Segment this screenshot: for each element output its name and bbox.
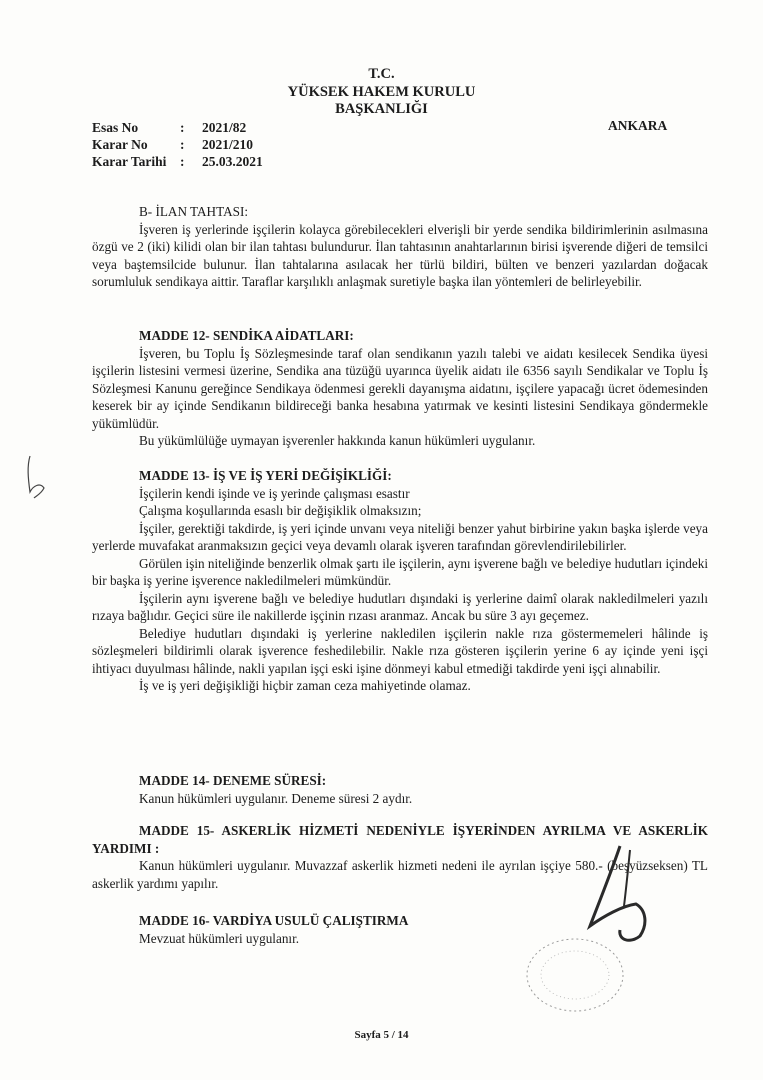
madde-paragraph: İş ve iş yeri değişikliği hiçbir zaman ceza mahiyetinde olamaz. xyxy=(139,678,471,693)
madde-title: MADDE 13- İŞ VE İŞ YERİ DEĞİŞİKLİĞİ: xyxy=(139,468,392,483)
madde-paragraph: Belediye hudutları dışındaki iş yerlerine nakledilen işçilerin nakle rıza göstermemeleri hâlinde iş sözleşmeleri bildirimli olarak işverence feshedilebilir. Nakle rıza gösteren işçilerin yerine 6 ay içinde yeni işçi ihtiyacı duyulması hâlinde, nakli yapılan işçi eski işine dönmeyi kabul etmediği takdirde yeni işçi alınabilir. xyxy=(92,625,708,676)
handwritten-margin-mark xyxy=(22,452,52,502)
section-body: İşveren iş yerlerinde işçilerin kolayca görebilecekleri elverişli bir yerde sendika bildirimlerinin asılmasına özgü ve 2 (iki) kilidi olan bir ilan tahtası bulundurur. İlan tahtasının anahtarlarının birisi işverende diğeri de temsilci veya baştemsilcide bulunur. İlan tahtalarına asılacak her türlü bildiri, bülten ve benzeri yazılardan doğacak sorumluluk sendikaya aittir. Taraflar karşılıklı anlaşmak suretiyle başka ilan yöntemleri de belirleyebilir. xyxy=(92,221,708,289)
madde-paragraph: Görülen işin niteliğinde benzerlik olmak şartı ile işçilerin, aynı işverene bağlı ve belediye hudutları içindeki bir başka iş yerine işverence nakledilmeleri mümkündür. xyxy=(92,555,708,588)
madde-title: MADDE 12- SENDİKA AİDATLARI: xyxy=(139,328,354,343)
madde-paragraph: Bu yükümlülüğe uymayan işverenler hakkında kanun hükümleri uygulanır. xyxy=(139,433,536,448)
madde-line: Çalışma koşullarında esaslı bir değişiklik olmaksızın; xyxy=(139,503,422,518)
meta-esas-no xyxy=(92,120,246,136)
meta-sep: : xyxy=(180,120,185,135)
madde-13 xyxy=(92,467,708,695)
meta-key: Karar No xyxy=(92,137,148,152)
section-ilan-tahtasi xyxy=(92,203,708,291)
header-line-tc: T.C. xyxy=(368,66,395,82)
stamp-mark xyxy=(520,930,630,1020)
madde-14 xyxy=(92,772,708,807)
meta-value: 25.03.2021 xyxy=(202,154,263,169)
meta-value: 2021/210 xyxy=(202,137,254,152)
madde-paragraph: Kanun hükümleri uygulanır. Deneme süresi 2 aydır. xyxy=(139,790,413,806)
meta-value: 2021/82 xyxy=(202,120,247,135)
header-line-court: YÜKSEK HAKEM KURULU xyxy=(287,84,476,100)
madde-paragraph: Kanun hükümleri uygulanır. Muvazzaf askerlik hizmeti nedeni ile ayrılan işçiye 580.- (beşyüzseksen) TL askerlik yardımı yapılır. xyxy=(92,858,708,891)
meta-sep: : xyxy=(180,137,185,152)
meta-sep: : xyxy=(180,154,185,169)
madde-paragraph: İşçilerin aynı işverene bağlı ve belediye hudutları dışındaki iş yerlerine daimî olarak nakledilmeleri yazılı rızaya bağlıdır. Geçici süre ile nakillerde işçinin rızası aranmaz. Ancak bu süre 3 ayı geçemez. xyxy=(92,590,708,623)
page-number: Sayfa 5 / 14 xyxy=(354,1029,409,1041)
madde-paragraph: İşveren, bu Toplu İş Sözleşmesinde taraf olan sendikanın yazılı talebi ve aidatı kesilecek Sendika üyesi işçilerin listesini vermesi üzerine, Sendika ana tüzüğü uyarınca üyelik aidatı ile 6356 sayılı Sendikalar ve Toplu İş Sözleşmesi Kanunu gereğince Sendikaya ödenmesi gerekli dayanışma aidatını, işçilere yapacağı ücret ödemesinden keserek bir ay içinde Sendikanın bildireceği banka hesabına yatırmak ve kesinti listesini Sendikaya göndermekle yükümlüdür. xyxy=(92,345,708,431)
section-title: B- İLAN TAHTASI: xyxy=(139,204,248,219)
madde-title: MADDE 15- ASKERLİK HİZMETİ NEDENİYLE İŞYERİNDEN AYRILMA VE ASKERLİK YARDIMI : xyxy=(92,823,708,856)
meta-key: Esas No xyxy=(92,120,139,135)
header-line-presidency: BAŞKANLIĞI xyxy=(335,101,428,117)
madde-title: MADDE 14- DENEME SÜRESİ: xyxy=(139,773,327,788)
madde-paragraph: Mevzuat hükümleri uygulanır. xyxy=(139,930,300,946)
madde-title: MADDE 16- VARDİYA USULÜ ÇALIŞTIRMA xyxy=(139,913,409,928)
madde-12 xyxy=(92,327,708,450)
city-label: ANKARA xyxy=(608,118,668,133)
madde-paragraph: İşçiler, gerektiği takdirde, iş yeri içinde unvanı veya niteliği benzer yahut birbirine yakın başka işlerde veya yerlerde muvafakat aranmaksızın geçici veya devamlı olarak işveren tarafından görevlendirilebilirler. xyxy=(92,520,708,553)
meta-key: Karar Tarihi xyxy=(92,154,167,169)
madde-line: İşçilerin kendi işinde ve iş yerinde çalışması esastır xyxy=(139,485,410,501)
meta-karar-no xyxy=(92,137,253,153)
meta-karar-tarihi xyxy=(92,154,263,170)
